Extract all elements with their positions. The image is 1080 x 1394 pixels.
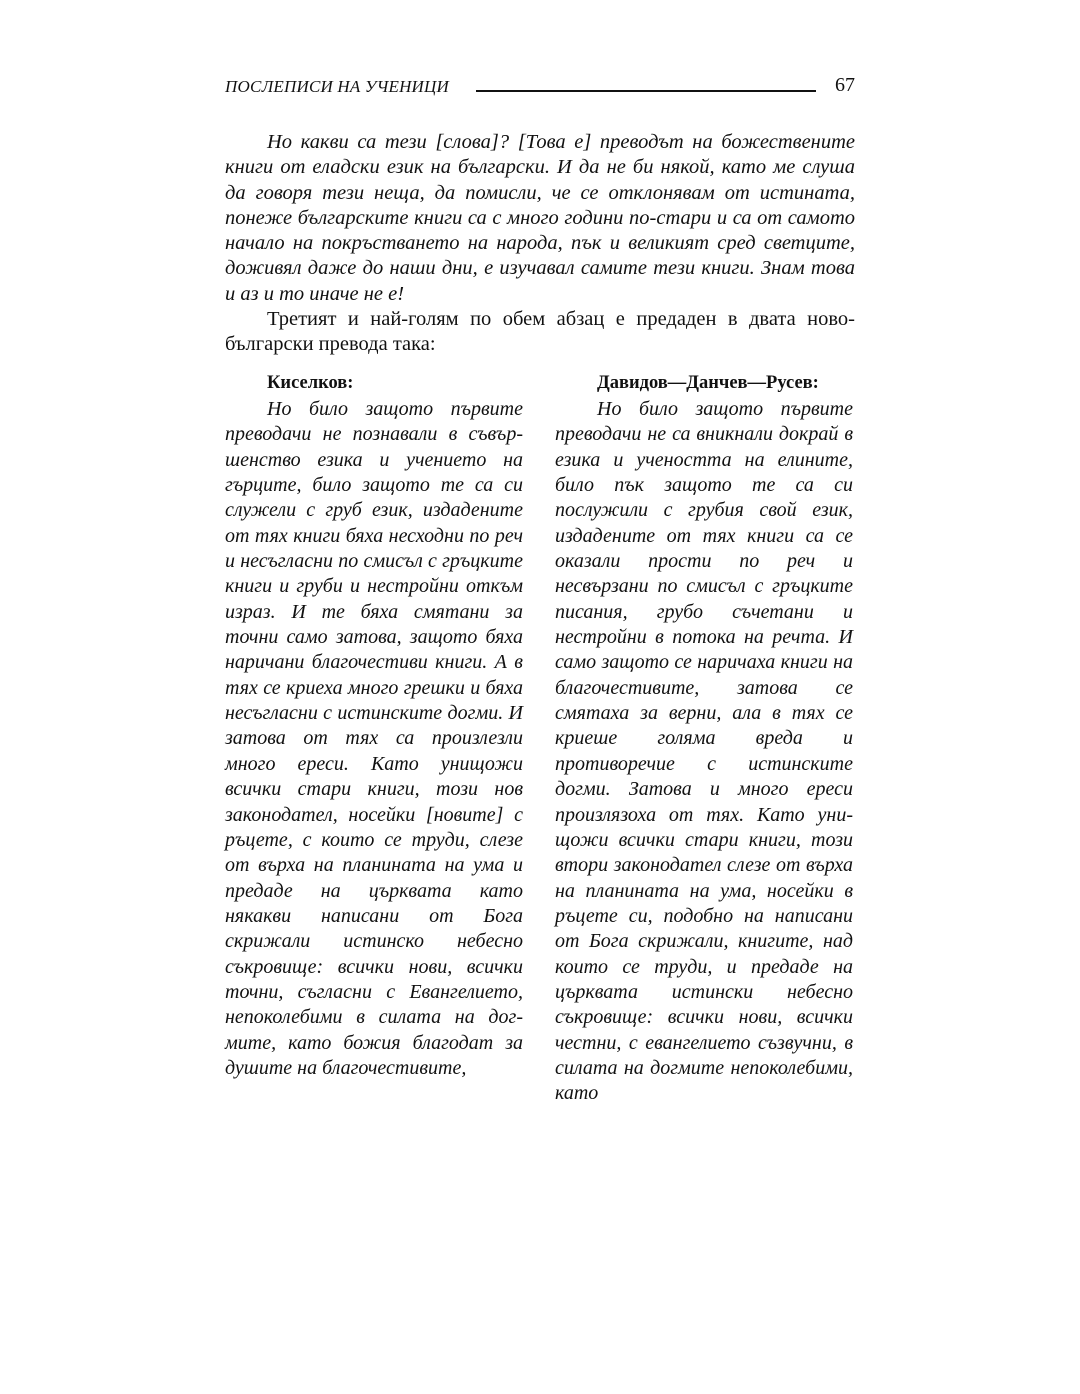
running-header xyxy=(225,74,855,100)
right-column-heading: Давидов—Данчев—Русев: xyxy=(597,373,819,393)
header-rule xyxy=(476,90,816,92)
right-column xyxy=(555,372,853,1107)
left-column-heading: Киселков: xyxy=(267,373,354,393)
running-title: ПОСЛЕПИСИ НА УЧЕНИЦИ xyxy=(225,77,449,96)
intro-paragraph: Третият и най-голям по обем абзац е предаден в двата новобългарски превода така: xyxy=(225,308,855,356)
intro-section xyxy=(225,130,855,358)
intro-quote: Но какви са тези [слова]? [Това е] преводът на божествените книги от еладски език на български. И да не би някой, като ме слуша да говоря тези неща, да помисли, че се отклонявам от истината, понеже българските книги са с много години по-стари и са от самото начало на покръстването на народа, пък и великият сред светците, доживял даже до наши дни, е изучавал самите тези книги. Знам това и аз и то иначе не е! xyxy=(225,131,855,305)
left-column-text: Но било защото първите преводачи не познавали в съвършенство езика и учението на гърците, било защото те са си служели с груб език, издадените от тях книги бяха несходни по реч и несъгласни по смисъл с гръцките книги и груби и нестройни откъм израз. И те бяха смятани за точни само затова, защото бяха наричани благочестиви книги. А в тях се криеха много грешки и бяха несъгласни с истинските догми. И затова от тях са произлезли много ереси. Като унищожи всички стари книги, този нов законодател, носейки [новите] с ръцете, с които се труди, слезе от върха на планината на ума и предаде на църквата като някакви написани от Бога скрижали истинско небесно съкровище: всички нови, всички точни, съгласни с Евангелието, непоколебими в силата на догмите, като божия благодат за душите на благочестивите, xyxy=(225,398,523,1079)
right-column-text: Но било защото първите преводачи не са вникнали докрай в езика и учеността на елините, било пък защото те са си послужили с грубия свой език, издадените от тях книги са се оказали прости по реч и несвързани по смисъл с гръцките писания, грубо съчетани и нестройни в потока на речта. И само защото се наричаха книги на благочестивите, затова се смятаха за верни, ала в тях се криеше голяма вреда и противоречие с истинските догми. Затова и много ереси произлязоха от тях. Като унищожи всички стари книги, този втори законодател слезе от върха на планината на ума, носейки в ръцете си, подобно на написани от Бога скрижали, книгите, над които се труди, и предаде на църквата истински небесно съкровище: всички нови, всички честни, с евангелието съзвучни, в силата на догмите непоколебими, като xyxy=(555,398,853,1105)
page-number: 67 xyxy=(835,74,855,96)
left-column xyxy=(225,372,523,1081)
